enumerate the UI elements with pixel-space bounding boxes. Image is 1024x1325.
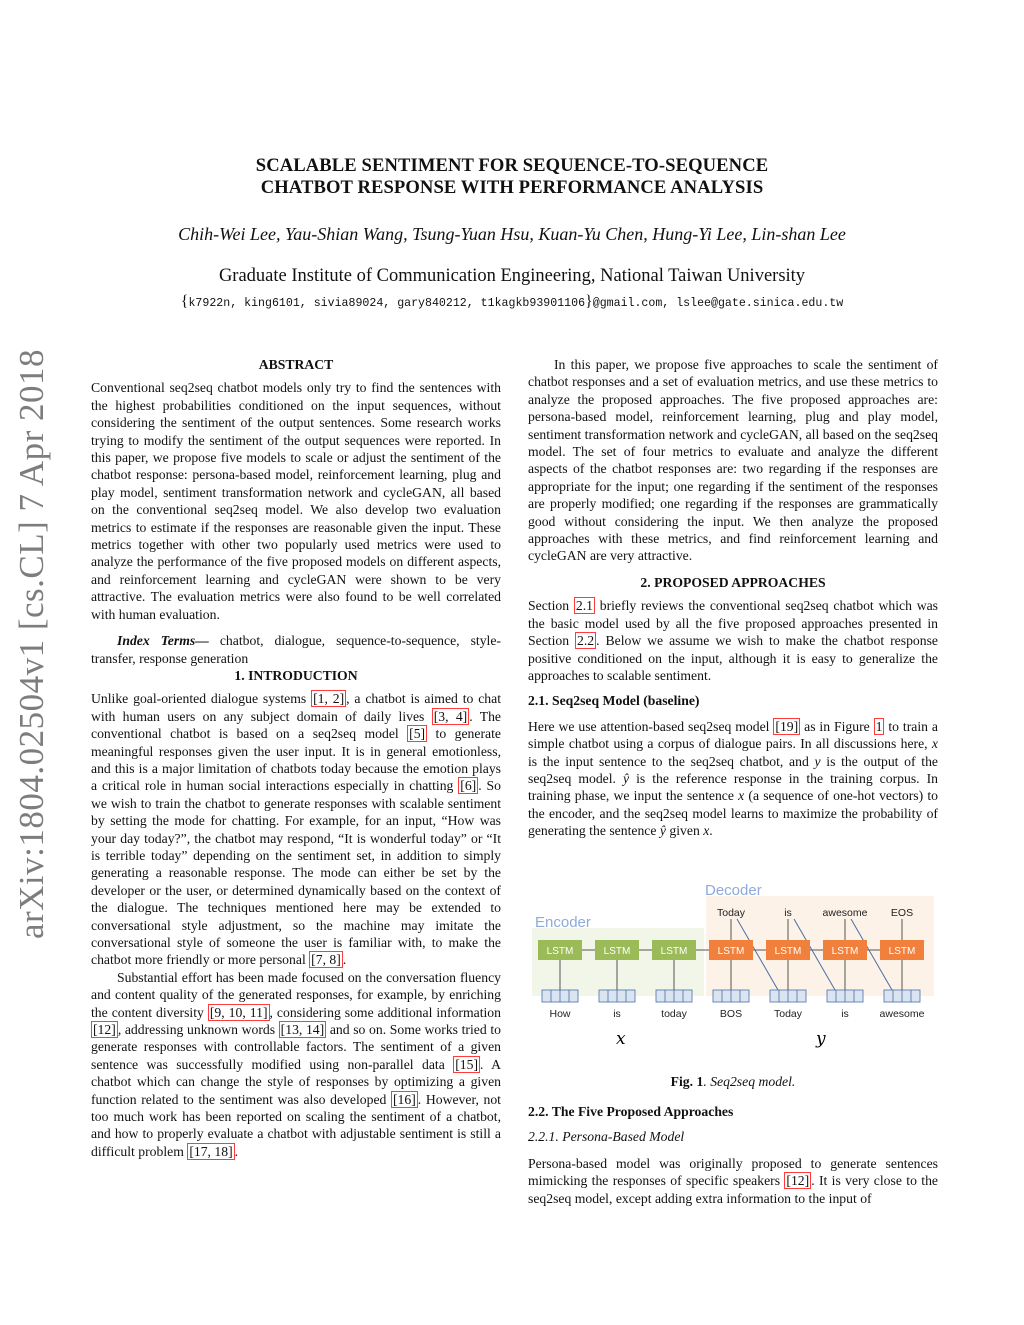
decoder-lstm-label: LSTM [774,946,802,957]
encoder-label: Encoder [535,914,591,931]
decoder-input-word: is [841,1008,849,1020]
citation-link[interactable]: [15] [455,1056,479,1072]
decoder-output-word: awesome [822,907,868,919]
intro-paragraph-1: Unlike goal-oriented dialogue systems [1, 2] , a chatbot is aimed to chat with human users on any subject domain of daily lives [3, 4] . The conventional chatbot is based on a seq2seq model [5] to generate meaningful responses given the user input. It is in general emotionless, and this is a major limitation of chatbots today because the emotion plays a critical role in human social interactions especially in chatting [6] . So we wish to train the chatbot to generate responses with scalable sentiment by setting the mode for chatting. For example, for an input, “How was your day today?”, the chatbot may respond, “It is wonderful today” or “It is terrible today” depending on the sentiment set, in addition to simply generating a reasonable response. The mode can either be set by the developer or the user, or determined dynamically based on the context of the dialogue. The techniques mentioned here may be extended to conversational style adjustment, so the machine may imitate the conversational style of someone the user is familiar with, to make the chatbot more friendly or more personal [7, 8] . [91,691,502,968]
encoder-input-word: today [661,1008,687,1020]
affiliation: Graduate Institute of Communication Engineering, National Taiwan University [218,266,806,286]
figure-link[interactable]: 1 [875,718,883,734]
decoder-input-word: awesome [879,1008,925,1020]
author-list: Chih-Wei Lee, Yau-Shian Wang, Tsung-Yuan Hsu, Kuan-Yu Chen, Hung-Yi Lee, Lin-shan Lee [178,224,846,244]
section-2-heading: 2. PROPOSED APPROACHES [640,574,826,590]
encoder-lstm-label: LSTM [603,946,631,957]
decoder-lstm-label: LSTM [831,946,859,957]
encoder-background [532,928,704,996]
decoder-lstm-label: LSTM [717,946,745,957]
paper-title [150,155,874,199]
x-label: x [616,1029,626,1049]
encoder-lstm-label: LSTM [546,946,574,957]
section-2-1-heading: 2.1. Seq2seq Model (baseline) [528,693,700,709]
citation-link[interactable]: [5] [409,726,426,742]
y-label: y [816,1029,826,1049]
introduction-heading: 1. INTRODUCTION [234,667,358,683]
index-terms: Index Terms— chatbot, dialogue, sequence-to-sequence, style-transfer, response generation [91,633,501,666]
citation-link[interactable]: [1, 2] [313,691,345,707]
decoder-label: Decoder [705,882,762,899]
encoder-lstm-label: LSTM [660,946,688,957]
arxiv-identifier: arXiv:1804.02504v1 [cs.CL] 7 Apr 2018 [12,348,52,939]
section-2-2-1-paragraph: Persona-based model was originally proposed to generate sentences mimicking the responses of specific speakers [12] . It is very close to the seq2seq model, except adding extra information to the input of [528,1155,938,1206]
citation-link[interactable]: [17, 18] [189,1143,233,1159]
section-2-1-paragraph: Here we use attention-based seq2seq model [19] as in Figure 1 to train a simple chatbot using a corpus of dialogue pairs. In all discussions here, x is the input sentence to the seq2seq chatbot, and y is the output of the seq2seq model. ŷ is the reference response in the training corpus. In training phase, we input the sentence x (a sequence of one-hot vectors) to the encoder, and the seq2seq model learns to maximize the probability of generating the sentence ŷ given x. [528,718,938,839]
section-2-paragraph: Section 2.1 briefly reviews the conventional seq2seq chatbot which was the basic model used by all the five proposed approaches presented in Section 2.2 . Below we assume we wish to make the chatbot response positive conditioned on the input, although it is easy to generalize the approaches to scalable sentiment. [528,598,939,683]
right-column-top [528,356,938,840]
decoder-input-word: Today [773,1008,803,1020]
abstract-text: Conventional seq2seq chatbot models only try to find the sentences with the highest probabilities conditioned on the input sequences, without considering the sentiment of the output sentences. Some research works trying to modify the sentiment of the output sequences were reported. In this paper, we propose five models to scale or adjust the sentiment of the chatbot response: persona-based model, reinforcement learning, plug and play model, sentiment transformation network and cycleGAN, all based on the conventional seq2seq model. We also develop two evaluation metrics to estimate if the responses are reasonable given the input. These metrics together with other two popularly used metrics were used to analyze the performance of the five proposed models on different aspects, and reinforcement learning and cycleGAN were shown to be very attractive. The evaluation metrics were also found to be well correlated with human evaluation. [91,380,501,622]
citation-link[interactable]: [12] [93,1022,116,1038]
decoder-lstm-label: LSTM [888,946,916,957]
section-2-2-heading: 2.2. The Five Proposed Approaches [528,1104,734,1119]
section-link[interactable]: 2.1 [575,598,593,614]
title-line-1: SCALABLE SENTIMENT FOR SEQUENCE-TO-SEQUENCE [255,155,769,176]
citation-link[interactable]: [7, 8] [311,952,341,968]
citation-link[interactable]: [9, 10, 11] [209,1004,268,1020]
decoder-output-word: Today [716,907,746,919]
figure-caption: Fig. 1. Seq2seq model. [670,1074,796,1089]
citation-link[interactable]: [3, 4] [433,708,468,724]
section-2-2-1-heading: 2.2.1. Persona-Based Model [528,1129,685,1145]
intro-paragraph-2: Substantial effort has been made focused on the conversation fluency and content quality of the generated responses, for example, by enriching the content diversity [9, 10, 11] , considering some additional information [12] , addressing unknown words [13, 14] and so on. Some works tried to generate responses with controllable factors. The sentiment of a given sentence was successfully modified using non-parallel data [15] . A chatbot which can change the style of responses by optimizing a given function related to the sentiment was also developed [16] . However, not too much work has been reported on scaling the sentiment of a chatbot, and how to properly evaluate a chatbot with adjustable sentiment is still a difficult problem [17, 18] . [91,969,501,1159]
decoder-output-word: is [784,907,792,919]
citation-link[interactable]: [12] [786,1173,810,1189]
decoder-output-word: EOS [890,907,914,919]
seq2seq-figure [528,876,938,1056]
decoder-input-word: BOS [719,1008,743,1020]
seq2seq-diagram [528,876,938,1056]
citation-link[interactable]: [6] [460,778,477,794]
right-column-bottom [528,1103,938,1207]
citation-link[interactable]: [13, 14] [280,1022,325,1038]
section-link[interactable]: 2.2 [577,633,595,649]
email-line: {k7922n, king6101, sivia89024, gary840212, t1kagkb93901106}@gmail.com, lslee@gate.sinica.edu.tw [180,293,844,310]
citation-link[interactable]: [16] [392,1091,416,1107]
intro-paragraph-3: In this paper, we propose five approaches to scale the sentiment of chatbot responses and a set of evaluation metrics, and use these metrics to analyze the proposed approaches. The five proposed approaches are: persona-based model, reinforcement learning, plug and play model, sentiment transformation network and cycleGAN, all based on the seq2seq model. The set of four metrics to evaluate and analyze the different aspects of the chatbot responses are: two regarding if the responses are appropriate for the input; one regarding if the sentiment of the responses are properly modified; one regarding if the responses are grammatically good without considering the input. We then analyze the proposed approaches with these metrics, and find reinforcement learning and cycleGAN are very attractive. [528,357,938,564]
citation-link[interactable]: [19] [775,718,799,734]
encoder-input-word: is [613,1008,621,1020]
left-column [91,356,501,1160]
encoder-input-word: How [549,1008,571,1020]
abstract-heading: ABSTRACT [258,357,334,372]
title-line-2: CHATBOT RESPONSE WITH PERFORMANCE ANALYSIS [260,177,764,198]
